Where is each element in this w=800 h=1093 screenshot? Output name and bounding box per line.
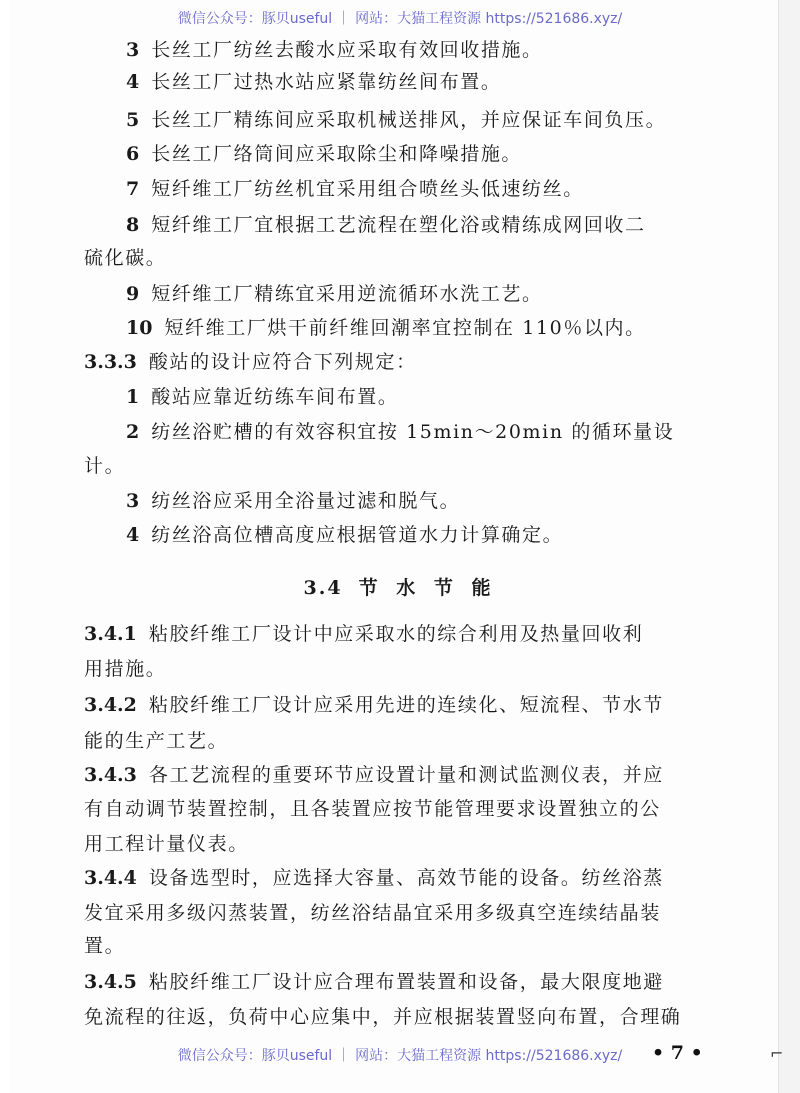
clause-text: 酸站的设计应符合下列规定： (148, 351, 417, 373)
clause-item (84, 693, 664, 717)
clause-number: 3.4.3 (84, 764, 137, 786)
item-number: 1 (126, 386, 140, 408)
list-item-continuation (84, 454, 125, 478)
clause-continuation (84, 901, 661, 925)
list-item (126, 108, 666, 132)
item-number: 3 (126, 39, 140, 61)
clause-continuation (84, 1005, 681, 1029)
clause-continuation (84, 729, 228, 753)
clause-item (84, 350, 417, 374)
item-text: 计。 (84, 455, 126, 477)
list-item (126, 489, 460, 513)
item-text: 长丝工厂纺丝去酸水应采取有效回收措施。 (151, 39, 543, 61)
page-number: • 7 • (652, 1042, 703, 1064)
clause-text: 粘胶纤维工厂设计应采用先进的连续化、短流程、节水节 (148, 694, 664, 716)
watermark-bottom: 微信公众号：豚贝useful ｜ 网站：大猫工程资源 https://521686.xyz/ (177, 1048, 623, 1064)
section-heading (0, 573, 800, 600)
item-text: 短纤维工厂烘干前纤维回潮率宜控制在 110％以内。 (164, 317, 646, 339)
clause-text: 有自动调节装置控制，且各装置应按节能管理要求设置独立的公 (84, 798, 661, 820)
item-text: 酸站应靠近纺练车间布置。 (151, 386, 399, 408)
section-number: 3.4 (303, 577, 343, 599)
clause-item (84, 763, 664, 787)
clause-item (84, 866, 664, 890)
item-text: 硫化碳。 (84, 247, 167, 269)
item-number: 5 (126, 109, 140, 131)
corner-mark-icon: ⌐ (770, 1044, 784, 1063)
item-number: 8 (126, 214, 140, 236)
list-item (126, 38, 543, 62)
clause-continuation (84, 797, 661, 821)
clause-text: 粘胶纤维工厂设计应合理布置装置和设备，最大限度地避 (148, 971, 664, 993)
clause-item (84, 970, 664, 994)
list-item (126, 142, 522, 166)
clause-number: 3.4.4 (84, 867, 137, 889)
item-text: 纺丝浴贮槽的有效容积宜按 15min～20min 的循环量设 (151, 421, 675, 443)
clause-continuation (84, 934, 125, 958)
clause-text: 各工艺流程的重要环节应设置计量和测试监测仪表，并应 (148, 764, 664, 786)
clause-continuation (84, 832, 249, 856)
clause-number: 3.4.1 (84, 623, 137, 645)
list-item (126, 316, 646, 340)
clause-item (84, 622, 643, 646)
clause-number: 3.4.5 (84, 971, 137, 993)
list-item (126, 385, 398, 409)
clause-text: 粘胶纤维工厂设计中应采取水的综合利用及热量回收利 (148, 623, 644, 645)
item-number: 3 (126, 490, 140, 512)
item-number: 4 (126, 524, 140, 546)
clause-text: 免流程的往返，负荷中心应集中，并应根据装置竖向布置，合理确 (84, 1006, 682, 1028)
clause-text: 发宜采用多级闪蒸装置，纺丝浴结晶宜采用多级真空连续结晶装 (84, 902, 661, 924)
clause-text: 用措施。 (84, 658, 167, 680)
clause-text: 设备选型时，应选择大容量、高效节能的设备。纺丝浴蒸 (148, 867, 664, 889)
clause-text: 置。 (84, 935, 126, 957)
list-item (126, 70, 501, 94)
item-text: 纺丝浴高位槽高度应根据管道水力计算确定。 (151, 524, 564, 546)
item-number: 10 (126, 317, 153, 339)
watermark-top: 微信公众号：豚贝useful ｜ 网站：大猫工程资源 https://521686.xyz/ (177, 11, 623, 27)
item-number: 7 (126, 178, 140, 200)
clause-text: 用工程计量仪表。 (84, 833, 249, 855)
list-item (126, 523, 563, 547)
clause-number: 3.3.3 (84, 351, 137, 373)
item-number: 2 (126, 421, 140, 443)
item-number: 9 (126, 283, 140, 305)
item-text: 纺丝浴应采用全浴量过滤和脱气。 (151, 490, 461, 512)
item-text: 短纤维工厂精练宜采用逆流循环水洗工艺。 (151, 283, 543, 305)
list-item (126, 282, 543, 306)
item-text: 短纤维工厂纺丝机宜采用组合喷丝头低速纺丝。 (151, 178, 584, 200)
item-text: 短纤维工厂宜根据工艺流程在塑化浴或精练成网回收二 (151, 214, 646, 236)
scrollbar-track[interactable] (778, 0, 800, 1093)
list-item (126, 420, 674, 444)
list-item-continuation (84, 246, 166, 270)
clause-number: 3.4.2 (84, 694, 137, 716)
clause-text: 能的生产工艺。 (84, 730, 229, 752)
item-number: 6 (126, 143, 140, 165)
item-text: 长丝工厂精练间应采取机械送排风，并应保证车间负压。 (151, 109, 667, 131)
list-item (126, 213, 646, 237)
section-title: 节 水 节 能 (358, 577, 497, 599)
clause-continuation (84, 657, 166, 681)
item-text: 长丝工厂络筒间应采取除尘和降噪措施。 (151, 143, 523, 165)
item-text: 长丝工厂过热水站应紧靠纺丝间布置。 (151, 71, 502, 93)
item-number: 4 (126, 71, 140, 93)
list-item (126, 177, 584, 201)
